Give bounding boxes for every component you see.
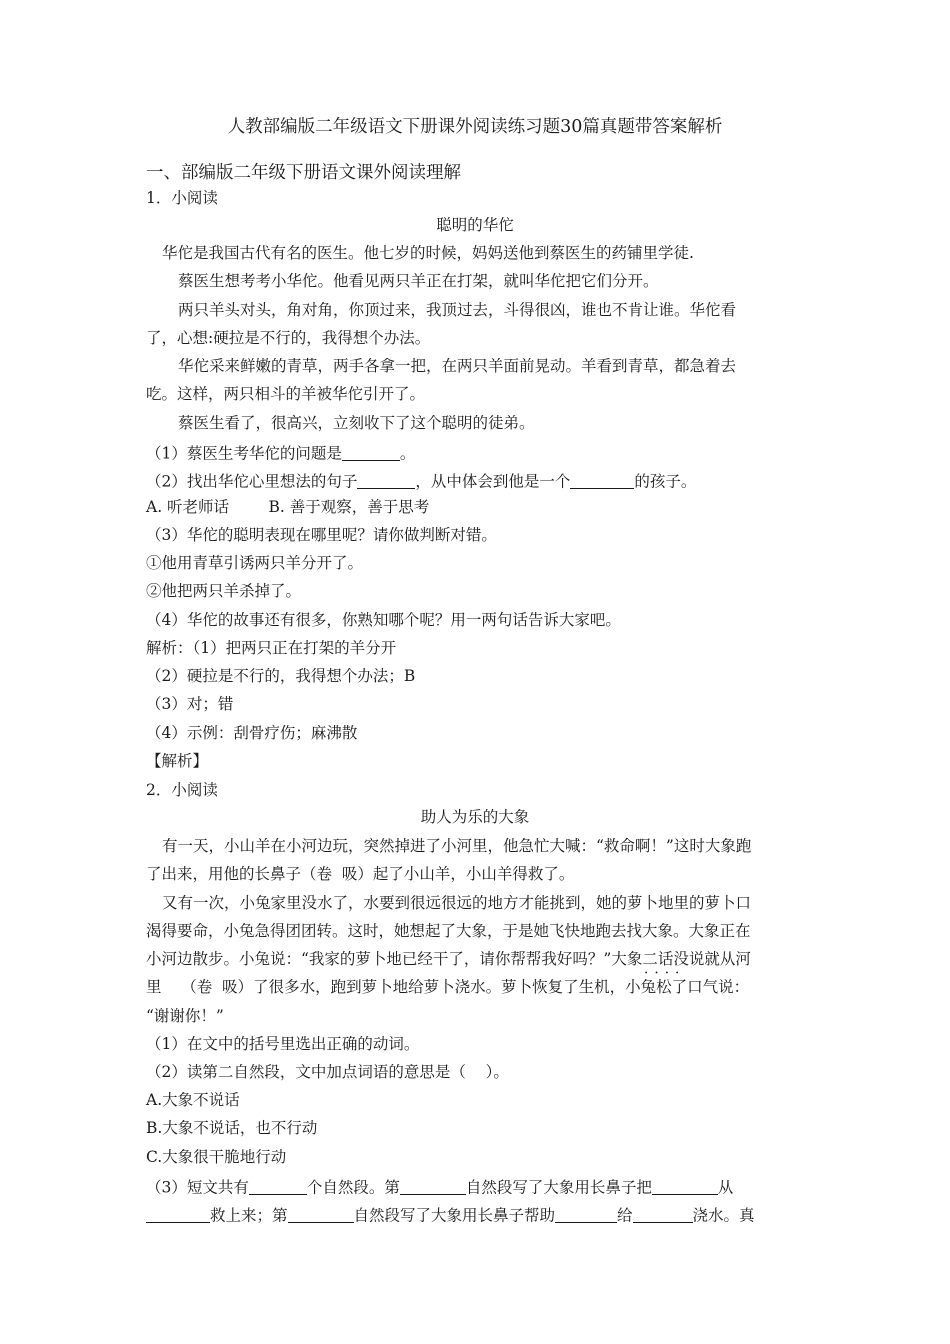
paragraph-line: 小河边散步。小兔说：“我家的萝卜地已经干了，请你帮帮我好吗？”大象二话没说 • •就从河 [146,952,751,968]
story-title-2: 助人为乐的大象 [420,808,530,826]
judgement-item: ②他把两只羊杀掉了。 [146,582,302,600]
question-1-heading: 1．小阅读 [146,189,218,207]
options: A. 听老师话 B. 善于观察，善于思考 [146,498,430,516]
paragraph: 华佗采来鲜嫩的青草，两手各拿一把，在两只羊面前晃动。羊看到青草，都急着去 [178,357,737,375]
paragraph: 又有一次，小兔家里没水了，水要到很远很远的地方才能挑到，她的萝卜地里的萝卜口 [162,894,752,912]
answer-line: （3）对；错 [146,695,234,713]
paragraph-line: 里 （卷 吸）了很多水，跑到萝卜地给萝卜浇水。萝卜恢复了生机，小兔松了口气说： [146,978,750,996]
sub-question-1: （1）蔡医生考华佗的问题是 。 [146,444,416,463]
answer-line: （4）示例：刮骨疗伤；麻沸散 [146,724,358,742]
paragraph-line: 了，心想:硬拉是不行的，我得想个办法。 [146,329,431,347]
story-title-1: 聪明的华佗 [436,216,514,234]
judgement-item: ①他用青草引诱两只羊分开了。 [146,554,364,572]
sub-question-3: （3）华佗的聪明表现在哪里呢？请你做判断对错。 [146,526,497,544]
paragraph: 蔡医生想考考小华佗。他看见两只羊正在打架，就叫华佗把它们分开。 [178,272,659,290]
paragraph-line: “谢谢你！” [146,1007,224,1025]
answer-blank[interactable] [652,1178,718,1195]
document-title: 人教部编版二年级语文下册课外阅读练习题30篇真题带答案解析 [227,117,723,137]
sub-question-3-cont: 救上来；第 自然段写了大象用长鼻子帮助 给 浇水。真 [146,1206,755,1224]
section-heading: 一、部编版二年级下册语文课外阅读理解 [146,163,461,183]
option-a: A.大象不说话 [146,1091,240,1109]
paragraph-line: 渴得要命，小兔急得团团转。这时，她想起了大象，于是她飞快地跑去找大象。大象正在 [146,922,751,940]
sub-question-1: （1）在文中的括号里选出正确的动词。 [146,1035,420,1053]
question-2-heading: 2．小阅读 [146,781,218,799]
paragraph: 蔡医生看了，很高兴，立刻收下了这个聪明的徒弟。 [178,414,535,432]
option-b: B.大象不说话，也不行动 [146,1119,318,1137]
answer-blank[interactable] [288,1206,354,1223]
emphasis-dotted-word: 二话没说 • • [642,952,704,968]
answer-blank[interactable] [570,472,634,489]
answer-blank[interactable] [342,444,400,461]
answer-blank[interactable] [249,1178,307,1195]
answer-line: 解析：（1）把两只正在打架的羊分开 [146,639,397,657]
option-c: C.大象很干脆地行动 [146,1148,287,1166]
answer-blank[interactable] [555,1206,617,1223]
answer-blank[interactable] [400,1178,466,1195]
analysis-label: 【解析】 [146,752,209,770]
paragraph-line: 吃。这样，两只相斗的羊被华佗引开了。 [146,385,426,403]
paragraph: 有一天，小山羊在小河边玩，突然掉进了小河里，他急忙大喊：“救命啊！”这时大象跑 [162,837,752,855]
paragraph-line: 了出来，用他的长鼻子（卷 吸）起了小山羊，小山羊得救了。 [146,865,575,883]
answer-blank[interactable] [357,472,415,489]
answer-blank[interactable] [146,1206,210,1223]
sub-question-2: （2）找出华佗心里想法的句子 ，从中体会到他是一个 的孩子。 [146,472,697,491]
sub-question-3: （3）短文共有 个自然段。第 自然段写了大象用长鼻子把 从 [146,1178,734,1197]
sub-question-4: （4）华佗的故事还有很多，你熟知哪个呢？用一两句话告诉大家吧。 [146,611,621,629]
answer-blank[interactable] [633,1206,693,1223]
paragraph: 两只羊头对头，角对角，你顶过来，我顶过去，斗得很凶，谁也不肯让谁。华佗看 [178,301,737,319]
paragraph: 华佗是我国古代有名的医生。他七岁的时候，妈妈送他到蔡医生的药铺里学徒. [162,244,694,262]
sub-question-2: （2）读第二自然段，文中加点词语的意思是（ ）。 [146,1063,509,1081]
answer-line: （2）硬拉是不行的，我得想个办法；B [146,667,416,685]
